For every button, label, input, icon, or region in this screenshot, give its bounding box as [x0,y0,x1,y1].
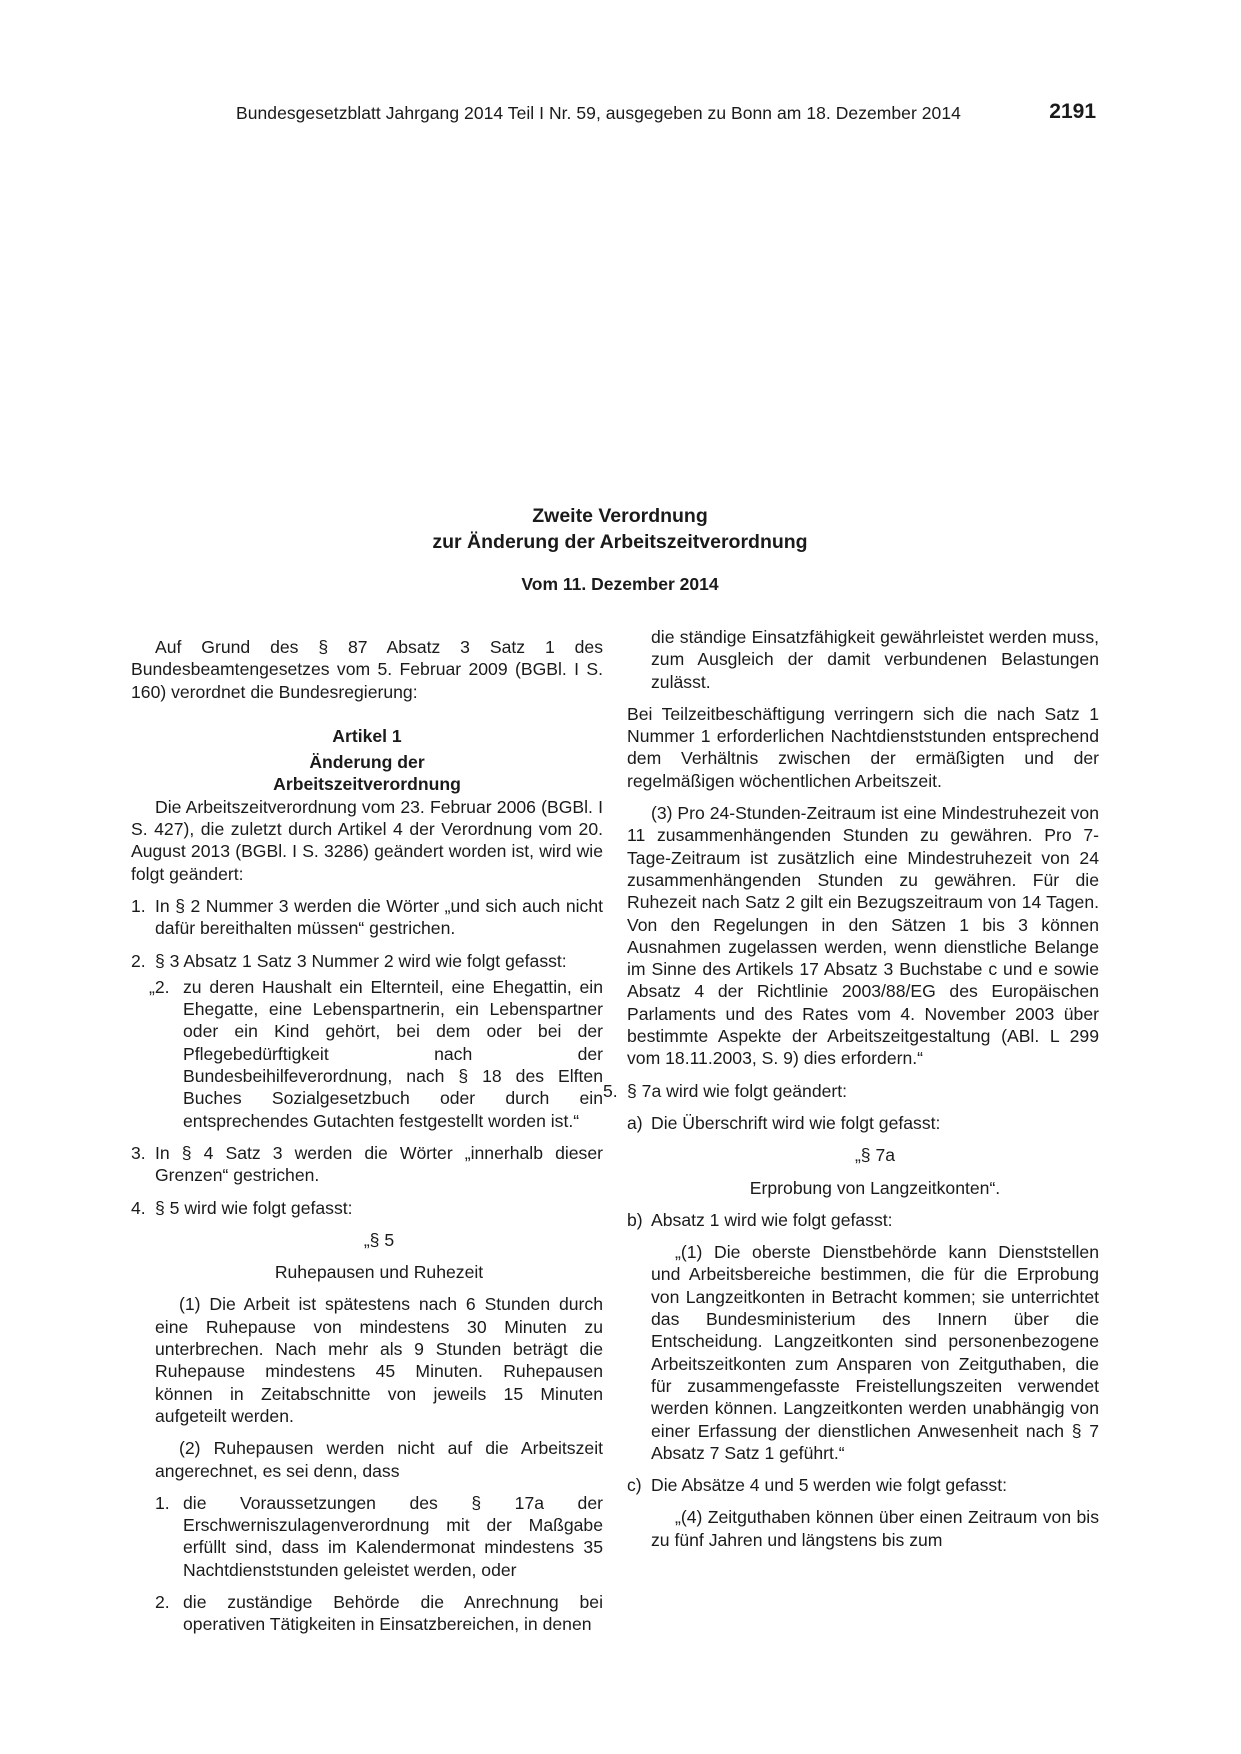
article-title-line-1: Änderung der [309,752,425,773]
sub-item-text: die zuständige Behörde die Anrechnung bei operativen Tätigkeiten in Einsatzbereichen, in denen [183,1591,603,1635]
quoted-item [131,976,603,1132]
quoted-paragraph: „(1) Die oberste Dienstbehörde kann Dienststellen und Arbeitsbereiche bestimmen, die für die Erprobung von Langzeitkonten in Betracht kommen; sie unterrichtet das Bundesministerium des Innern über die Entscheidung. Langzeitkonten sind personenbezogene Arbeitszeitkonten zum Ansparen von Zeitguthaben, die für zusammengefasste Freistellungszeiten verwendet werden können. Langzeitkonten werden unabhängig von einer Erfassung der dienstlichen Anwesenheit nach § 7 Absatz 7 Satz 1 geführt.“ [651,1242,1099,1463]
section-label: „§ 7a [854,1145,896,1166]
sub-item-text: Absatz 1 wird wie folgt gefasst: [651,1209,893,1230]
list-item-number: 5. [603,1080,618,1101]
continued-text: die ständige Einsatzfähigkeit gewährleistet werden muss, zum Ausgleich der damit verbundenen Belastungen zulässt. [651,627,1099,692]
document-title-line-1: Zweite Verordnung [532,505,708,527]
quoted-item-text: zu deren Haushalt ein Elternteil, eine Ehegattin, ein Ehegatte, eine Lebenspartnerin, ein Lebenspartner oder ein Kind gehört, bei dem oder bei der Pflegebedürftigkeit nach der Bundesbeihilfeverordnung, nach § 18 des Elften Buches Sozialgesetzbuch oder durch ein entsprechendes Gutachten festgestellt worden ist.“ [183,976,603,1131]
list-item-text: § 5 wird wie folgt gefasst: [155,1197,353,1218]
part-time-paragraph: Bei Teilzeitbeschäftigung verringern sich die nach Satz 1 Nummer 1 erforderlichen Nachtdienststunden entsprechend dem Verhältnis zwischen der ermäßigten und der regelmäßigen wöchentlichen Arbeitszeit. [627,703,1099,791]
sub-item-letter: b) [627,1209,643,1230]
list-item [131,895,603,940]
page-header [236,100,1096,126]
section-title: Erprobung von Langzeitkonten“. [749,1177,1001,1198]
paragraph-3: (3) Pro 24-Stunden-Zeitraum ist eine Mindestruhezeit von 11 zusammenhängenden Stunden zu gewähren. Pro 7-Tage-Zeitraum ist zusätzlich eine Mindestruhezeit von 24 zusammenhängenden Stunden zu gewähren. Für die Ruhezeit nach Satz 2 gilt ein Bezugszeitraum von 14 Tagen. Von den Regelungen in den Sätzen 1 bis 3 können Ausnahmen zugelassen werden, wenn dienstliche Belange im Sinne des Artikels 17 Absatz 3 Buchstabe c und e sowie Absatz 4 der Richtlinie 2003/88/EG des Europäischen Parlaments und des Rates vom 4. November 2003 über bestimmte Aspekte der Arbeitszeitgestaltung (ABl. L 299 vom 18.11.2003, S. 9) dies erfordern.“ [627,803,1099,1069]
list-item-text: In § 4 Satz 3 werden die Wörter „innerhalb dieser Grenzen“ gestrichen. [155,1142,603,1186]
sub-item-letter: c) [627,1475,642,1496]
sub-item-text: Die Überschrift wird wie folgt gefasst: [651,1112,941,1133]
quoted-paragraph: „(4) Zeitguthaben können über einen Zeitraum von bis zu fünf Jahren und längstens bis zum [651,1507,1099,1550]
list-item-number: 4. [131,1197,146,1218]
page-number: 2191 [1049,100,1096,123]
left-column [131,636,603,1646]
sub-item [627,1209,1099,1231]
preamble: Auf Grund des § 87 Absatz 3 Satz 1 des Bundesbeamtengesetzes vom 5. Februar 2009 (BGBl. I S. 160) verordnet die Bundesregierung: [131,637,603,702]
sub-item [627,1474,1099,1496]
sub-item [131,1492,603,1581]
sub-item-letter: a) [627,1112,643,1133]
section-title: Ruhepausen und Ruhezeit [274,1262,484,1283]
list-item-number: 1. [131,895,146,916]
list-item-number: 2. [131,950,146,971]
article-title-line-2: Arbeitszeitverordnung [273,774,461,795]
paragraph-1: (1) Die Arbeit ist spätestens nach 6 Stunden durch eine Ruhepause von mindestens 30 Minuten zu unterbrechen. Nach mehr als 9 Stunden beträgt die Ruhepause mindestens 45 Minuten. Ruhepausen können in Zeitabschnitte von jeweils 15 Minuten aufgeteilt werden. [155,1294,603,1426]
list-item-text: § 7a wird wie folgt geändert: [627,1080,848,1101]
document-title-line-2: zur Änderung der Arbeitszeitverordnung [432,531,808,553]
paragraph-2: (2) Ruhepausen werden nicht auf die Arbeitszeit angerechnet, es sei denn, dass [155,1438,603,1481]
document-date: Vom 11. Dezember 2014 [521,574,719,594]
list-item-text: § 3 Absatz 1 Satz 3 Nummer 2 wird wie folgt gefasst: [155,950,567,971]
sub-item [131,1591,603,1636]
list-item [603,1080,1099,1102]
article-label: Artikel 1 [332,725,402,746]
right-column [603,627,1099,1561]
sub-item-number: 2. [155,1591,170,1612]
sub-item [627,1112,1099,1134]
list-item-number: 3. [131,1142,146,1163]
list-item [131,950,603,972]
sub-item-number: 1. [155,1492,170,1513]
running-head: Bundesgesetzblatt Jahrgang 2014 Teil I Nr. 59, ausgegeben zu Bonn am 18. Dezember 2014 [236,103,961,123]
article-intro: Die Arbeitszeitverordnung vom 23. Februar 2006 (BGBl. I S. 427), die zuletzt durch Artikel 4 der Verordnung vom 20. August 2013 (BGBl. I S. 3286) geändert worden ist, wird wie folgt geändert: [131,796,603,884]
section-label: „§ 5 [363,1229,395,1250]
sub-item-text: Die Absätze 4 und 5 werden wie folgt gefasst: [651,1475,1007,1496]
sub-item-text: die Voraussetzungen des § 17a der Erschwerniszulagenverordnung mit der Maßgabe erfüllt sind, dass im Kalendermonat mindestens 35 Nachtdienststunden geleistet werden, oder [183,1492,603,1580]
quoted-item-number: „2. [149,976,170,997]
list-item [131,1197,603,1219]
list-item [131,1142,603,1187]
list-item-text: In § 2 Nummer 3 werden die Wörter „und sich auch nicht dafür bereithalten müssen“ gestrichen. [155,895,603,939]
